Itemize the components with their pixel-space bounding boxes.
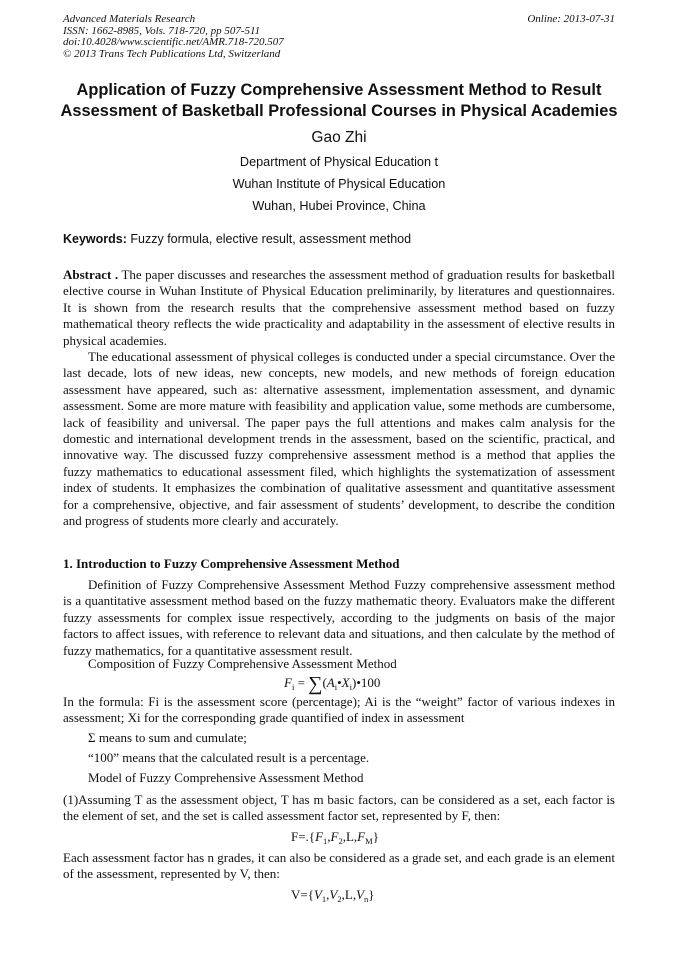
factor-set-formula: $F=.\{F_1,F_2,L,F_M\}$ [291, 829, 379, 846]
journal-header [63, 14, 615, 60]
definition-paragraph: Definition of Fuzzy Comprehensive Assessment Method Fuzzy comprehensive assessment method is a quantitative assessment method based on the fuzzy mathematic theory. Evaluators make the different fuzzy assessments for complex issue respectively, according to the judgments on basis of the major factors to affect issues, with reference to relevant data and situations, and then calculate by the method of fuzzy mathematics, for a quantitative assessment result. [63, 577, 615, 658]
composition-label: Composition of Fuzzy Comprehensive Assessment Method [88, 656, 397, 671]
author-name: Gao Zhi [311, 129, 367, 146]
abstract-label: Abstract . [63, 267, 119, 282]
abstract [63, 267, 615, 349]
hundred-explanation: “100” means that the calculated result is a percentage. [88, 750, 370, 765]
copyright-line: © 2013 Trans Tech Publications Ltd, Switzerland [63, 47, 281, 60]
affiliation-institute: Wuhan Institute of Physical Education [232, 177, 446, 191]
paper-title: Application of Fuzzy Comprehensive Assessment Method to Result Assessment of Basketball Professional Courses in Physical Academies [60, 81, 618, 120]
intro-paragraph: The educational assessment of physical colleges is conducted under a special circumstance. Over the last decade, lots of new ideas, new concepts, new models, and new methods of foreign education assessment have appeared, such as: alternative assessment, implementation assessment, and dynamic assessment. Some are more mature with feasibility and application value, some methods are cumbersome, lack of feasibility and universal. The paper pays the full attentions and makes calm analysis for the domestic and international development trends in the assessment, based on the scientific, practical, and innovative way. The discussed fuzzy comprehensive assessment method is a method that applies the fuzzy mathematics to educational assessment filed, which highlights the systematization of assessment index of students. It emphasizes the combination of qualitative assessment and quantitative assessment for a comprehensive, objective, and fair assessment of students’ development, to describe the condition and progress of students more clearly and accurately. [63, 349, 615, 529]
formula-explanation: In the formula: Fi is the assessment score (percentage); Ai is the “weight” factor of various indexes in assessment; Xi for the corresponding grade quantified of index in assessment [63, 694, 615, 726]
keywords-label: Keywords: [63, 232, 127, 246]
abstract-text: The paper discusses and researches the assessment method of graduation results for basketball elective course in Wuhan Institute of Physical Education preliminarily, by literatures and questionnaires. It is shown from the research results that the comprehensive assessment method based on fuzzy mathematical theory reflects the wide practicality and adaptability in the assessment of elective results in physical academies. [63, 267, 615, 348]
model-label: Model of Fuzzy Comprehensive Assessment Method [88, 770, 364, 785]
sigma-explanation: Σ means to sum and cumulate; [88, 730, 247, 745]
score-formula: $F_i$ = $\sum(A_i•X_i)•100$ [284, 673, 381, 695]
journal-name: Advanced Materials Research [63, 13, 196, 25]
section-1-heading: 1. Introduction to Fuzzy Comprehensive Assessment Method [63, 556, 400, 571]
grade-set-paragraph: Each assessment factor has n grades, it can also be considered as a grade set, and each grade is an element of the assessment, represented by V, then: [63, 850, 615, 882]
online-date: Online: 2013-07-31 [527, 13, 615, 25]
keywords [63, 232, 411, 246]
sigma-symbol: ∑ [308, 673, 323, 695]
doi-line: doi:10.4028/www.scientific.net/AMR.718-720.507 [63, 36, 284, 48]
keywords-text: Fuzzy formula, elective result, assessment method [126, 232, 412, 246]
affiliation-department: Department of Physical Education t [239, 155, 439, 169]
issn-line: ISSN: 1662-8985, Vols. 718-720, pp 507-511 [63, 24, 261, 37]
assumption-paragraph: (1)Assuming T as the assessment object, T has m basic factors, can be considered as a set, each factor is the element of set, and the set is called assessment factor set, represented by F, then: [63, 792, 615, 824]
affiliation-location: Wuhan, Hubei Province, China [252, 199, 426, 213]
grade-set-formula: $V=\{V_1,V_2,L,V_n\}$ [291, 887, 375, 904]
